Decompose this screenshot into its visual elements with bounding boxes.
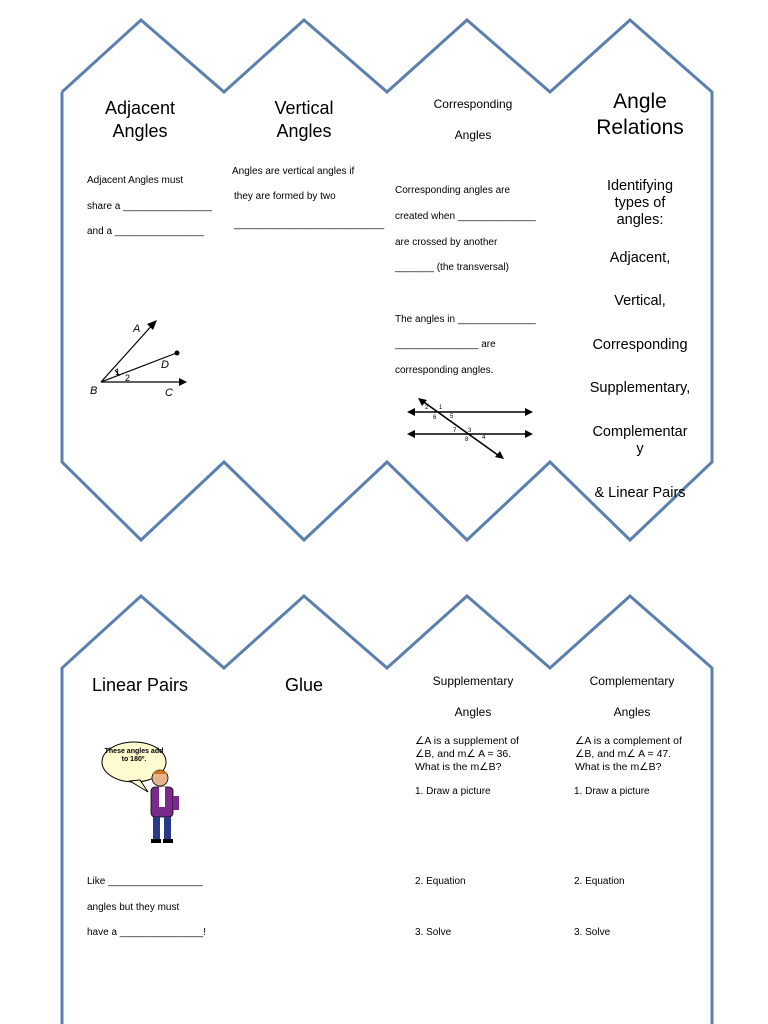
relation-linear-pairs: & Linear Pairs: [594, 485, 686, 501]
corresponding-line-4: _______ (the transversal): [395, 262, 509, 273]
linear-line-3: have a _______________!: [87, 927, 207, 938]
complementary-step-1: 1. Draw a picture: [574, 786, 650, 797]
adjacent-line-2: share a ________________: [87, 201, 213, 212]
angle-number-7: 7: [453, 428, 457, 434]
label-a: A: [133, 323, 141, 335]
linear-line-1: Like _________________: [87, 876, 203, 887]
vertical-angles-title: Vertical Angles: [274, 98, 334, 141]
label-c: C: [165, 387, 173, 399]
adjacent-angles-diagram: [85, 312, 195, 402]
relation-complementary: Complementar y: [592, 424, 688, 457]
identifying-types-text: Identifying types of angles:: [606, 178, 674, 228]
corresponding-line-7: corresponding angles.: [395, 365, 494, 376]
complementary-step-3: 3. Solve: [574, 927, 611, 938]
label-b: B: [90, 385, 98, 397]
corresponding-line-1: Corresponding angles are: [395, 185, 511, 196]
complementary-step-2: 2. Equation: [574, 876, 625, 887]
speech-bubble-text: These angles add to 180º.: [104, 748, 164, 763]
vertical-line-1: Angles are vertical angles if: [232, 166, 355, 177]
corresponding-line-3: are crossed by another: [395, 237, 498, 248]
complementary-problem: ∠A is a complement of ∠B, and m∠ A = 47. What is the m∠B?: [575, 735, 682, 773]
supplementary-title-1: Supplementary: [432, 674, 514, 688]
relation-adjacent: Adjacent,: [609, 250, 671, 266]
supplementary-step-1: 1. Draw a picture: [415, 786, 491, 797]
linear-pairs-title: Linear Pairs: [91, 675, 189, 695]
angle-number-4: 4: [482, 435, 486, 441]
relation-supplementary: Supplementary,: [589, 380, 691, 396]
supplementary-title-2: Angles: [454, 705, 492, 719]
corresponding-line-6: _______________ are: [395, 339, 496, 350]
angle-number-2: 2: [425, 405, 429, 411]
label-d: D: [161, 359, 169, 371]
angle-number-1: 1: [439, 405, 443, 411]
relation-corresponding: Corresponding: [592, 337, 688, 353]
angle-number-6: 6: [433, 415, 437, 421]
glue-title: Glue: [284, 675, 324, 695]
supplementary-problem: ∠A is a supplement of ∠B, and m∠ A = 36. What is the m∠B?: [415, 735, 519, 773]
corresponding-title-1: Corresponding: [433, 97, 513, 111]
angle-number-8: 8: [465, 437, 469, 443]
label-1: 1: [115, 367, 121, 377]
parallel-lines-diagram: [405, 396, 535, 462]
angle-number-3: 3: [468, 428, 472, 434]
corresponding-line-2: created when ______________: [395, 211, 536, 222]
supplementary-step-2: 2. Equation: [415, 876, 466, 887]
complementary-title-2: Angles: [613, 705, 651, 719]
relation-vertical: Vertical,: [614, 293, 666, 309]
linear-line-2: angles but they must: [87, 902, 180, 913]
complementary-title-1: Complementary: [589, 674, 675, 688]
angle-relations-title: Angle Relations: [596, 90, 684, 139]
adjacent-angles-title: Adjacent Angles: [104, 98, 176, 141]
adjacent-line-3: and a ________________: [87, 226, 204, 237]
vertical-line-3: ___________________________: [234, 219, 385, 230]
supplementary-step-3: 3. Solve: [415, 927, 452, 938]
label-2: 2: [125, 373, 131, 383]
vertical-line-2: they are formed by two: [234, 191, 336, 202]
corresponding-line-5: The angles in ______________: [395, 314, 536, 325]
corresponding-title-2: Angles: [454, 128, 492, 142]
angle-number-5: 5: [450, 414, 454, 420]
adjacent-line-1: Adjacent Angles must: [87, 175, 184, 186]
